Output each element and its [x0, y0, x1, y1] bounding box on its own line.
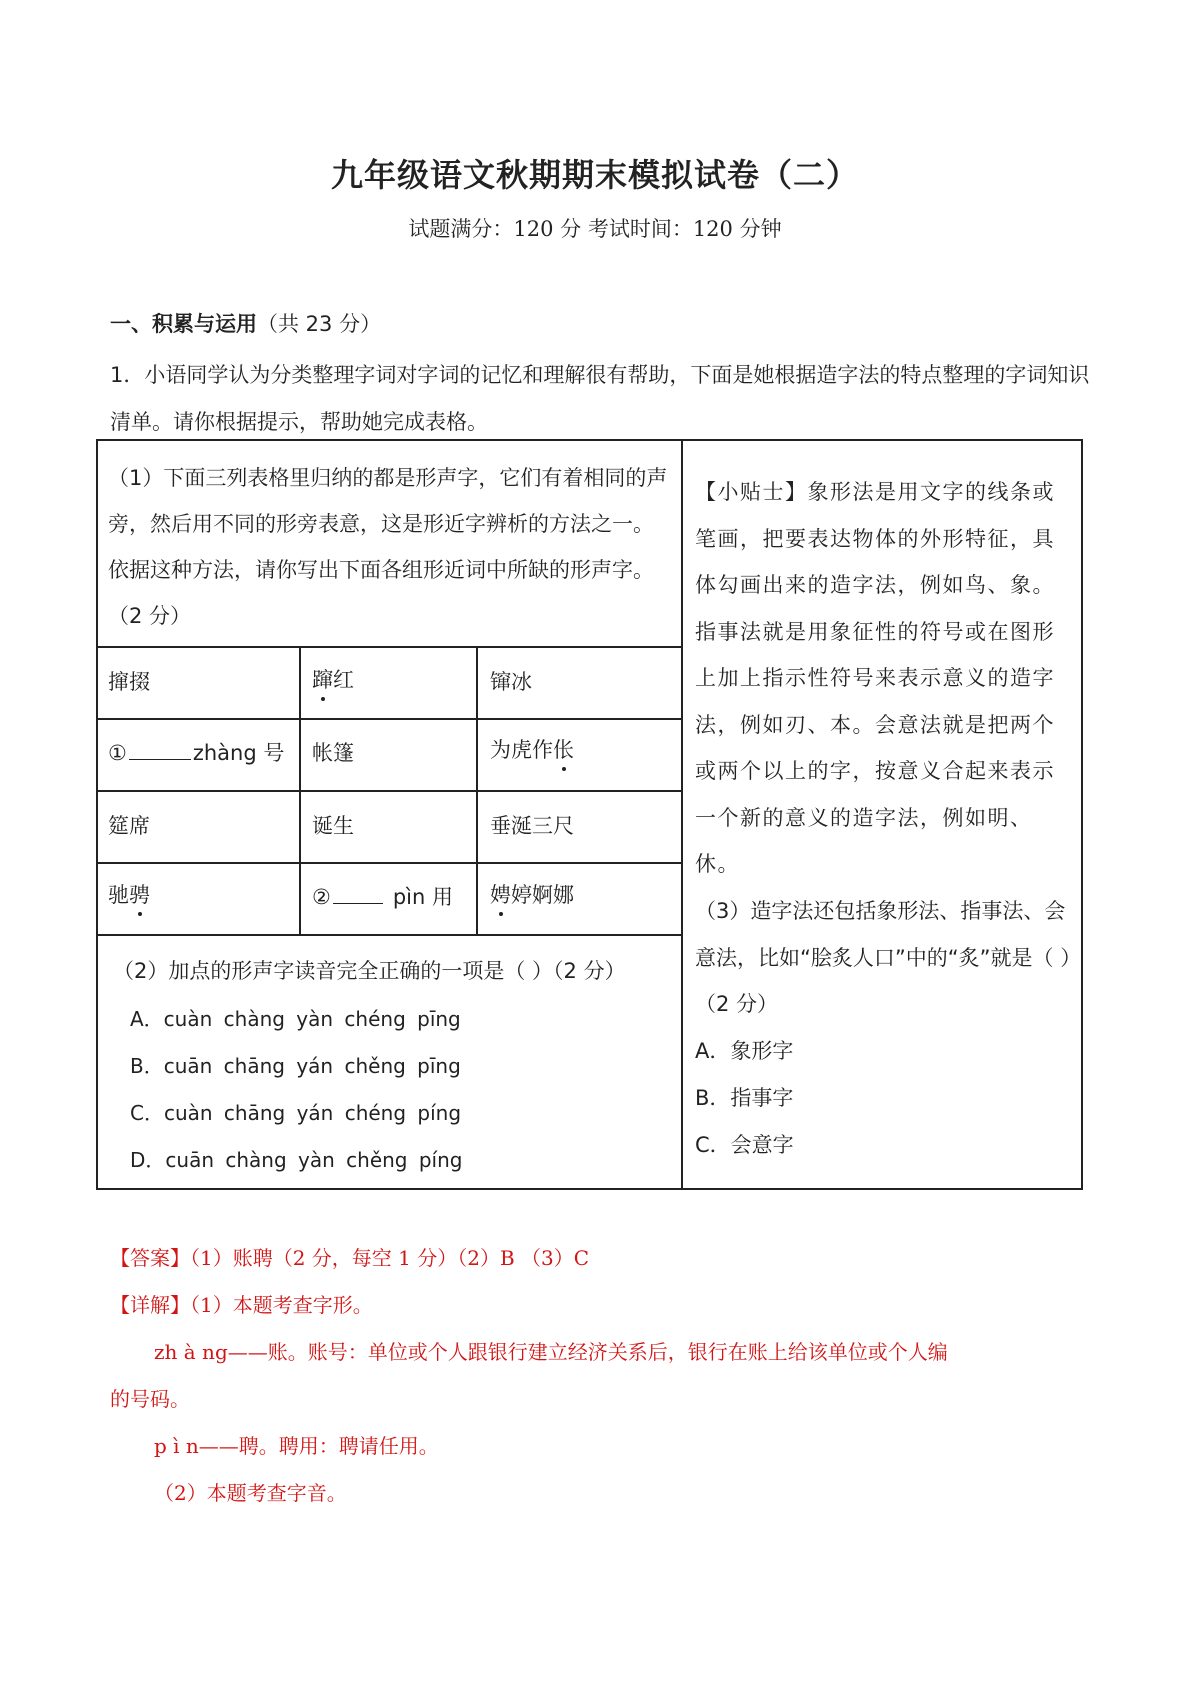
table-rule [96, 718, 683, 720]
grid-cell [490, 879, 574, 909]
exam-info: 试题满分：120 分 考试时间：120 分钟 [408, 217, 782, 241]
pinyin-hint: zhàng 号 [192, 741, 285, 765]
answer-blank[interactable] [129, 759, 191, 760]
grid-cell: 诞生 [312, 814, 354, 838]
option-b[interactable]: B．cuān chāng yán chěng pīng [130, 1054, 461, 1078]
section-name: 一、积累与运用 [110, 312, 257, 336]
grid-cell [312, 664, 354, 694]
part-2-stem: （2）加点的形声字读音完全正确的一项是（ ）（2 分） [113, 959, 626, 983]
pinyin-hint: pìn 用 [392, 885, 453, 909]
dotted-char: 骋 [129, 879, 150, 909]
explanation-zhang-cont: 的号码。 [110, 1387, 190, 1411]
option-a[interactable]: A．cuàn chàng yàn chéng pīng [130, 1007, 461, 1031]
grid-cell: 垂涎三尺 [490, 814, 574, 838]
grid-cell: 撺掇 [108, 670, 150, 694]
table-divider [681, 439, 683, 1190]
grid-cell [108, 737, 284, 767]
answer-line: 【答案】（1）账聘（2 分，每空 1 分）（2）B （3）C [110, 1246, 590, 1270]
table-rule [96, 790, 683, 792]
table-rule [96, 862, 683, 864]
section-heading [110, 308, 381, 338]
grid-cell [108, 879, 150, 909]
blank-number: ② [312, 885, 331, 909]
option-c[interactable]: C．会意字 [695, 1133, 794, 1157]
tip-box: 【小贴士】象形法是用文字的线条或笔画，把要表达物体的外形特征，具体勾画出来的造字法，例如鸟、象。指事法就是用象征性的符号或在图形上加上指示性符号来表示意义的造字法，例如刃、本。会意法就是把两个或两个以上的字，按意义合起来表示一个新的意义的造字法，例如明、休。 [695, 480, 1055, 876]
dotted-char: 蹿 [312, 664, 333, 694]
detail-label: 【详解】（1）本题考查字形。 [110, 1293, 373, 1317]
part-3-stem: （3）造字法还包括象形法、指事法、会意法，比如“脍炙人口”中的“炙”就是（ ）（2 分） [695, 899, 1071, 1016]
grid-cell: 镩冰 [490, 670, 532, 694]
option-d[interactable]: D．cuān chàng yàn chěng píng [130, 1148, 463, 1172]
page-title: 九年级语文秋期期末模拟试卷（二） [330, 156, 859, 194]
grid-cell [312, 881, 453, 911]
cell-text: 为虎作 [490, 738, 553, 762]
table-rule [476, 646, 478, 936]
grid-cell [490, 734, 574, 764]
explanation-part2: （2）本题考查字音。 [154, 1481, 347, 1505]
grid-cell: 筵席 [108, 814, 150, 838]
question-1-stem: 1．小语同学认为分类整理字词对字词的记忆和理解很有帮助，下面是她根据造字法的特点整理的字词知识清单。请你根据提示，帮助她完成表格。 [110, 363, 1090, 434]
option-a[interactable]: A．象形字 [695, 1039, 794, 1063]
cell-text: 红 [333, 668, 354, 692]
blank-number: ① [108, 741, 127, 765]
answer-blank[interactable] [333, 903, 383, 904]
option-c[interactable]: C．cuàn chāng yán chéng píng [130, 1101, 462, 1125]
table-rule [96, 934, 683, 936]
explanation-zhang: zh à ng——账。账号：单位或个人跟银行建立经济关系后，银行在账上给该单位或个人编 [154, 1340, 948, 1364]
table-rule [299, 646, 301, 936]
option-b[interactable]: B．指事字 [695, 1086, 794, 1110]
part-1-instructions: （1）下面三列表格里归纳的都是形声字，它们有着相同的声旁，然后用不同的形旁表意，这是形近字辨析的方法之一。依据这种方法，请你写出下面各组形近词中所缺的形声字。（2 分） [108, 466, 668, 628]
grid-cell: 帐篷 [312, 741, 354, 765]
explanation-pin: p ì n——聘。聘用：聘请任用。 [154, 1434, 439, 1458]
dotted-char: 娉 [490, 879, 511, 909]
dotted-char: 伥 [553, 734, 574, 764]
cell-text: 驰 [108, 883, 129, 907]
cell-text: 婷婀娜 [511, 883, 574, 907]
section-points: （共 23 分） [257, 312, 382, 336]
table-rule [96, 646, 683, 648]
